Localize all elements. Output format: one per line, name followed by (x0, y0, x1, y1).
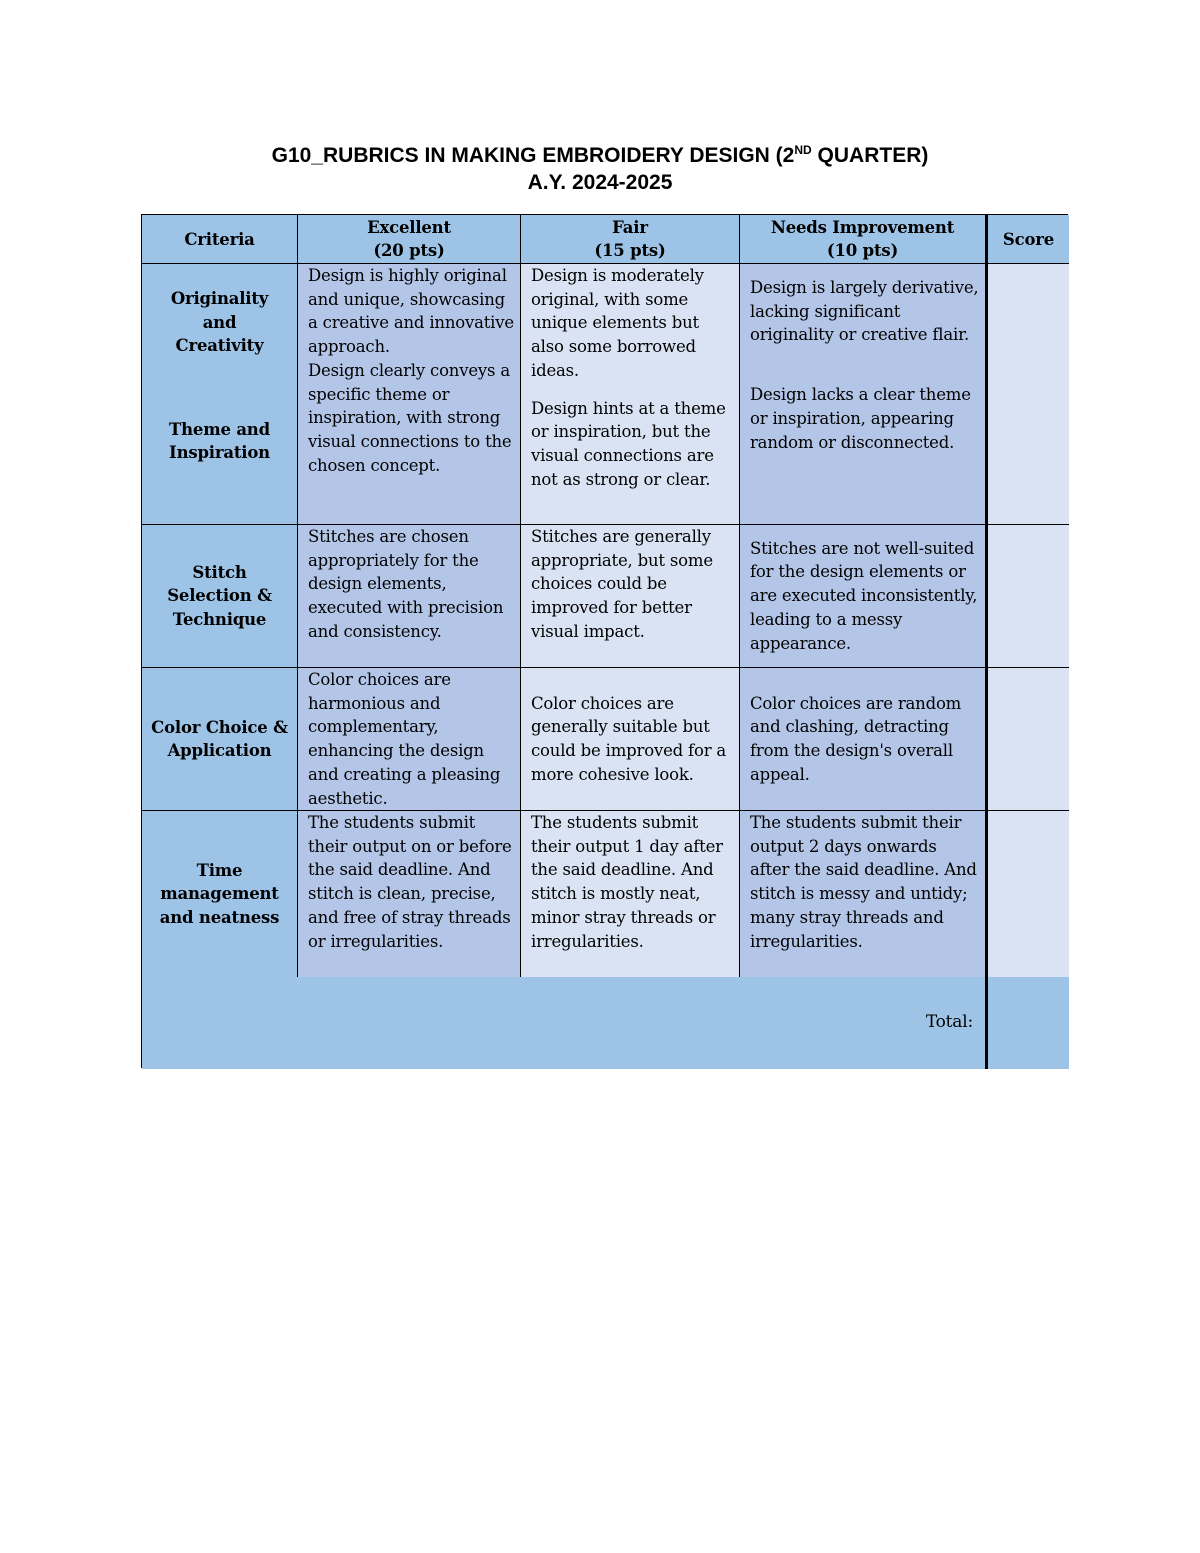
row4-excellent: The students submit their output on or before the said deadline. And stitch is clean, precise, and free of stray threads or irregularities. (298, 811, 521, 977)
title-line-2: A.Y. 2024-2025 (527, 171, 673, 194)
total-row (142, 977, 988, 1069)
header-excellent: Excellent (20 pts) (298, 215, 521, 264)
header-score: Score (988, 215, 1069, 264)
row3-excellent: Color choices are harmonious and complementary, enhancing the design and creating a pleasing aesthetic. (298, 668, 521, 811)
row4-score[interactable] (988, 811, 1069, 977)
header-criteria: Criteria (142, 215, 298, 264)
criteria-originality-theme (142, 264, 298, 525)
row2-fair: Stitches are generally appropriate, but some choices could be improved for better visual impact. (521, 525, 740, 668)
row3-needs-improvement: Color choices are random and clashing, detracting from the design's overall appeal. (740, 668, 988, 811)
header-needs-improvement: Needs Improvement (10 pts) (740, 215, 988, 264)
row1-excellent: Design is highly original and unique, showcasing a creative and innovative approach. Design clearly conveys a specific theme or inspiration, with strong visual connections to the chosen concept. (298, 264, 521, 525)
row3-fair: Color choices are generally suitable but could be improved for a more cohesive look. (521, 668, 740, 811)
row4-fair: The students submit their output 1 day after the said deadline. And stitch is mostly neat, minor stray threads or irregularities. (521, 811, 740, 977)
total-score[interactable] (988, 977, 1069, 1069)
row2-excellent: Stitches are chosen appropriately for the design elements, executed with precision and consistency. (298, 525, 521, 668)
row3-score[interactable] (988, 668, 1069, 811)
document-title (0, 142, 1200, 196)
header-fair: Fair (15 pts) (521, 215, 740, 264)
criteria-stitch: Stitch Selection & Technique (142, 525, 298, 668)
row1-fair: Design is moderately original, with some unique elements but also some borrowed ideas. Design hints at a theme or inspiration, but the visual connections are not as strong or clear. (521, 264, 740, 525)
row1-needs-improvement: Design is largely derivative, lacking significant originality or creative flair. Design lacks a clear theme or inspiration, appearing random or disconnected. (740, 264, 988, 525)
rubric-table (141, 214, 1068, 1068)
row2-score[interactable] (988, 525, 1069, 668)
criteria-originality: Originality and Creativity (170, 289, 269, 355)
criteria-color: Color Choice & Application (142, 668, 298, 811)
row1-score[interactable] (988, 264, 1069, 525)
total-label: Total: (925, 1012, 973, 1032)
criteria-time-management: Time management and neatness (142, 811, 298, 977)
title-line-1: G10_RUBRICS IN MAKING EMBROIDERY DESIGN (2ND QUARTER) (271, 143, 929, 167)
row4-needs-improvement: The students submit their output 2 days onwards after the said deadline. And stitch is messy and untidy; many stray threads and irregularities. (740, 811, 988, 977)
criteria-theme: Theme and Inspiration (169, 419, 270, 462)
row2-needs-improvement: Stitches are not well-suited for the design elements or are executed inconsistently, leading to a messy appearance. (740, 525, 988, 668)
